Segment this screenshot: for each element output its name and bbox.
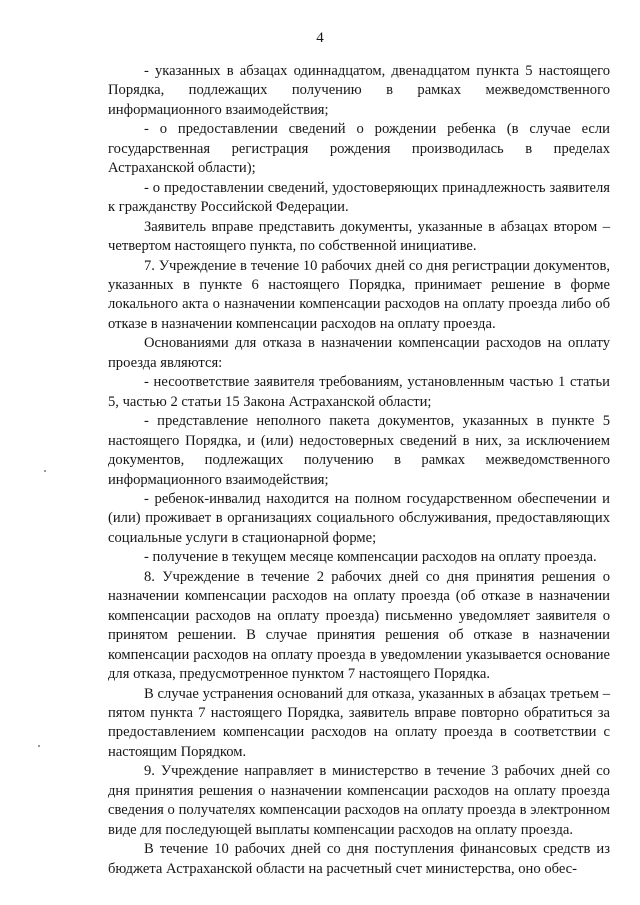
- paragraph-11: 8. Учреждение в течение 2 рабочих дней со дня принятия решения о назначении компенсации расходов на оплату проезда (об отказе в назначении компенсации расходов на оплату проезда) письменно уведомляет заявителя о принятом решении. В случае принятия решения об отказе в назначении компенсации расходов на оплату проезда в уведомлении указывается основание для отказа, предусмотренное пунктом 7 настоящего Порядка.: [108, 568, 610, 683]
- scan-speck: [38, 745, 40, 747]
- paragraph-13: 9. Учреждение направляет в министерство в течение 3 рабочих дней со дня принятия решения о назначении компенсации расходов на оплату проезда сведения о получателях компенсации расходов на оплату проезда в электронном виде для последующей выплаты компенсации расходов на оплату проезда.: [108, 763, 610, 838]
- page-number: 4: [316, 30, 324, 46]
- document-body: [108, 62, 610, 879]
- paragraph-2: - о предоставлении сведений о рождении ребенка (в случае если государственная регистрация рождения производилась в пределах Астраханской области);: [108, 121, 610, 177]
- paragraph-7: - несоответствие заявителя требованиям, установленным частью 1 статьи 5, частью 2 статьи 15 Закона Астраханской области;: [108, 374, 610, 410]
- paragraph-1: - указанных в абзацах одиннадцатом, двенадцатом пункта 5 настоящего Порядка, подлежащих получению в рамках межведомственного информационного взаимодействия;: [108, 63, 610, 118]
- paragraph-6: Основаниями для отказа в назначении компенсации расходов на оплату проезда являются:: [108, 335, 610, 371]
- paragraph-12: В случае устранения оснований для отказа, указанных в абзацах третьем – пятом пункта 7 настоящего Порядка, заявитель вправе повторно обратиться за предоставлением компенсации расходов на оплату проезда в соответствии с настоящим Порядком.: [108, 685, 610, 760]
- paragraph-14: В течение 10 рабочих дней со дня поступления финансовых средств из бюджета Астраханской области на расчетный счет министерства, оно обес-: [108, 841, 610, 877]
- paragraph-4: Заявитель вправе представить документы, указанные в абзацах втором – четвертом настоящего пункта, по собственной инициативе.: [108, 218, 610, 255]
- scan-speck: [44, 470, 46, 472]
- paragraph-10: - получение в текущем месяце компенсации расходов на оплату проезда.: [144, 549, 597, 566]
- paragraph-8: - представление неполного пакета документов, указанных в пункте 5 настоящего Порядка, и (или) недостоверных сведений в них, за исключением документов, подлежащих получению в рамках межведомственного информационного взаимодействия;: [108, 413, 610, 488]
- paragraph-5: 7. Учреждение в течение 10 рабочих дней со дня регистрации документов, указанных в пункте 6 настоящего Порядка, принимает решение в форме локального акта о назначении компенсации расходов на оплату проезда либо об отказе в назначении компенсации расходов на оплату проезда.: [108, 257, 610, 332]
- paragraph-3: - о предоставлении сведений, удостоверяющих принадлежность заявителя к гражданству Российской Федерации.: [108, 179, 610, 216]
- paragraph-9: - ребенок-инвалид находится на полном государственном обеспечении и (или) проживает в организациях социального обслуживания, предоставляющих социальные услуги в стационарной форме;: [108, 490, 610, 546]
